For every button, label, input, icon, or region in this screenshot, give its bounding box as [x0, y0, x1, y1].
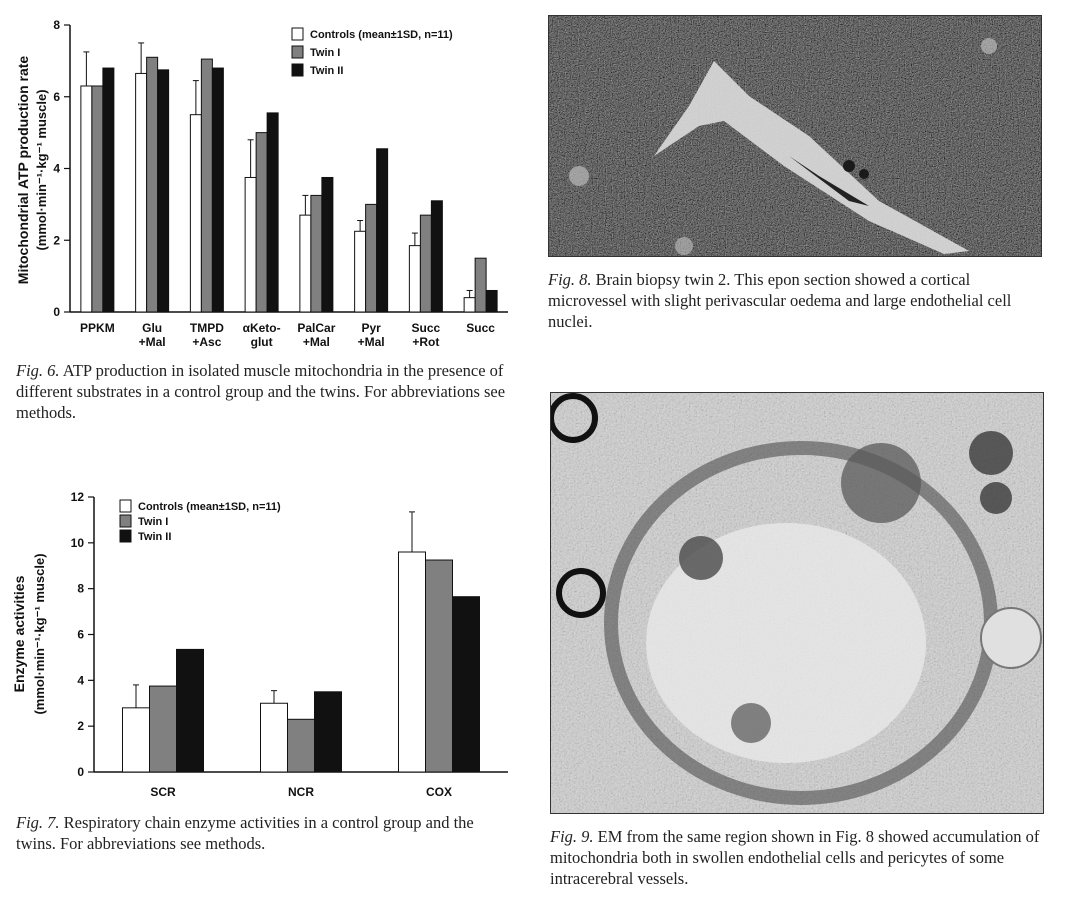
x-tick-label: Succ [466, 321, 495, 335]
fig6-caption-label: Fig. 6. [16, 361, 60, 380]
legend-swatch [292, 28, 303, 40]
bar-twin-1 [288, 719, 315, 772]
y-tick-label: 4 [77, 673, 84, 688]
legend-swatch [120, 515, 131, 527]
fig9-micrograph-image [551, 393, 1043, 813]
legend-swatch [292, 64, 303, 76]
x-tick-label: PPKM [80, 321, 115, 335]
y-tick-label: 2 [77, 719, 84, 734]
legend-label: Twin I [138, 516, 169, 528]
x-tick-label-line2: +Mal [357, 335, 385, 349]
fig8-caption-text: Brain biopsy twin 2. This epon section showed a cortical microvessel with slight perivascular oedema and large endothelial cell nuclei. [548, 270, 1012, 331]
bar-twin-1 [256, 133, 267, 312]
fig8-caption-label: Fig. 8. [548, 270, 592, 289]
x-tick-label: TMPD [189, 321, 224, 335]
y-tick-label: 12 [70, 490, 84, 504]
x-tick-label-line2: +Rot [412, 335, 440, 349]
fig9-caption-label: Fig. 9. [550, 827, 594, 846]
bar-twin-1 [311, 195, 322, 312]
bar-twin-2 [267, 113, 278, 312]
y-tick-label: 8 [77, 581, 84, 596]
bar-controls [261, 703, 288, 772]
x-tick-label: Glu [142, 321, 163, 335]
y-tick-label: 8 [53, 18, 60, 32]
legend-label: Twin II [138, 531, 172, 543]
bar-twin-2 [431, 201, 442, 312]
fig8-micrograph-image [549, 16, 1041, 256]
bar-twin-1 [201, 59, 212, 312]
bar-controls [300, 215, 311, 312]
fig6-caption [16, 360, 511, 423]
fig9-caption [550, 826, 1050, 889]
bar-twin-1 [426, 560, 453, 772]
bar-controls [81, 86, 92, 312]
fig7-caption-label: Fig. 7. [16, 813, 60, 832]
x-tick-label: PalCar [297, 321, 336, 335]
fig6-caption-text: ATP production in isolated muscle mitochondria in the presence of different substrates in a control group and the twins. For abbreviations see methods. [16, 361, 506, 422]
x-tick-label: COX [425, 785, 453, 799]
legend-label: Twin I [310, 47, 341, 59]
bar-twin-2 [103, 68, 114, 312]
bar-twin-1 [147, 57, 158, 312]
y-tick-label: 6 [77, 627, 84, 642]
y-axis-label-units: (mmol·min⁻¹·kg⁻¹ muscle) [32, 553, 47, 715]
y-tick-label: 2 [53, 233, 60, 248]
bar-controls [245, 177, 256, 312]
fig8-micrograph [548, 15, 1042, 257]
bar-controls [190, 115, 201, 312]
x-tick-label: SCR [150, 785, 176, 799]
bar-controls [355, 231, 366, 312]
x-tick-label-line2: +Asc [192, 335, 222, 349]
fig8-caption [548, 269, 1043, 332]
x-tick-label-line2: glut [250, 335, 273, 349]
fig6-bar-chart [0, 0, 520, 360]
y-axis-label-units: (mmol·min⁻¹·kg⁻¹ muscle) [34, 89, 49, 251]
y-axis-label: Mitochondrial ATP production rate [15, 55, 31, 285]
y-tick-label: 4 [53, 161, 60, 176]
x-tick-label: NCR [288, 785, 314, 799]
fig9-caption-text: EM from the same region shown in Fig. 8 showed accumulation of mitochondria both in swollen endothelial cells and pericytes of some intracerebral vessels. [550, 827, 1040, 888]
bar-twin-2 [158, 70, 169, 312]
fig7-caption-text: Respiratory chain enzyme activities in a control group and the twins. For abbreviations see methods. [16, 813, 474, 853]
bar-twin-1 [92, 86, 103, 312]
bar-twin-2 [377, 149, 388, 312]
bar-controls [399, 552, 426, 772]
bar-twin-2 [177, 649, 204, 772]
legend-swatch [292, 46, 303, 58]
legend-label: Controls (mean±1SD, n=11) [310, 29, 453, 41]
legend-label: Twin II [310, 65, 344, 77]
y-tick-label: 0 [77, 765, 84, 779]
bar-twin-2 [486, 290, 497, 312]
x-tick-label: Pyr [361, 321, 381, 335]
legend-label: Controls (mean±1SD, n=11) [138, 501, 281, 513]
bar-twin-2 [322, 177, 333, 312]
y-axis-label: Enzyme activities [11, 575, 27, 693]
y-tick-label: 6 [53, 89, 60, 104]
bar-controls [123, 708, 150, 772]
legend-swatch [120, 500, 131, 512]
bar-twin-1 [475, 258, 486, 312]
bar-twin-2 [453, 597, 480, 772]
bar-twin-2 [315, 692, 342, 772]
bar-controls [464, 298, 475, 312]
bar-twin-1 [420, 215, 431, 312]
bar-twin-1 [366, 204, 377, 312]
fig9-micrograph [550, 392, 1044, 814]
bar-twin-1 [150, 686, 177, 772]
bar-twin-2 [212, 68, 223, 312]
legend-swatch [120, 530, 131, 542]
y-tick-label: 0 [53, 305, 60, 319]
bar-controls [136, 73, 147, 312]
x-tick-label-line2: +Mal [138, 335, 166, 349]
bar-controls [409, 246, 420, 312]
x-tick-label: αKeto- [242, 321, 281, 335]
x-tick-label: Succ [411, 321, 441, 335]
y-tick-label: 10 [70, 535, 84, 550]
x-tick-label-line2: +Mal [302, 335, 330, 349]
fig7-bar-chart [0, 484, 520, 804]
fig7-caption [16, 812, 516, 854]
